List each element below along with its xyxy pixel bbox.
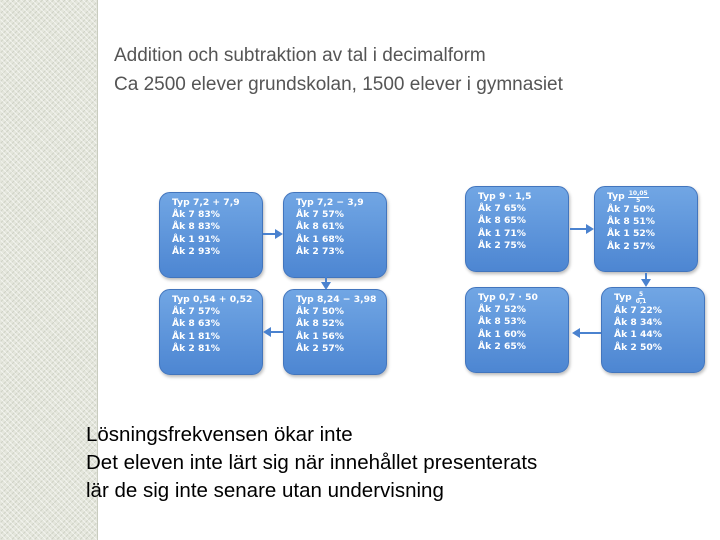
box-row: Åk 2 57%	[607, 240, 656, 252]
box-row: Åk 8 52%	[296, 318, 345, 330]
box-row: Åk 1 71%	[478, 227, 527, 239]
body-line-3: lär de sig inte senare utan undervisning	[86, 479, 444, 502]
box-row: Åk 8 51%	[607, 216, 656, 228]
fraction	[628, 191, 649, 204]
box-row: Åk 7 57%	[172, 306, 221, 318]
fraction-numerator: 10,05	[628, 190, 648, 197]
box-row: Åk 2 93%	[172, 245, 221, 257]
arrow-left-icon	[263, 326, 283, 338]
box-row: Åk 7 50%	[296, 306, 345, 318]
box-row: Åk 2 65%	[478, 340, 527, 352]
box-row: Åk 1 60%	[478, 328, 527, 340]
box-row: Åk 2 75%	[478, 239, 527, 251]
side-pattern	[0, 0, 97, 540]
box-row: Åk 1 44%	[614, 329, 663, 341]
fraction-denominator: 0,1	[635, 298, 647, 305]
box-row: Åk 8 61%	[296, 221, 345, 233]
box-header: Typ 9 · 1,5	[478, 191, 532, 202]
box-row: Åk 7 65%	[478, 203, 527, 215]
box-multiplication-1	[465, 186, 569, 272]
box-header	[614, 292, 704, 305]
box-header: Typ 8,24 − 3,98	[296, 294, 377, 305]
arrow-left-icon	[572, 327, 601, 339]
box-row: Åk 8 34%	[614, 317, 663, 329]
box-row: Åk 2 73%	[296, 245, 345, 257]
box-row: Åk 7 22%	[614, 305, 663, 316]
body-line-1: Lösningsfrekvensen ökar inte	[86, 423, 353, 446]
box-division-1	[594, 186, 698, 272]
fraction-numerator: 5	[638, 291, 644, 298]
fraction-denominator: 5	[636, 197, 641, 204]
box-row: Åk 7 83%	[172, 209, 221, 221]
box-row: Åk 2 57%	[296, 342, 345, 354]
box-row: Åk 8 83%	[172, 221, 221, 233]
box-row: Åk 1 91%	[172, 233, 221, 245]
slide-title	[114, 41, 563, 99]
box-row: Åk 7 52%	[478, 304, 527, 316]
box-header	[607, 191, 697, 204]
box-row: Åk 1 56%	[296, 330, 345, 342]
box-header-label: Typ	[607, 191, 625, 203]
box-addition-1	[159, 192, 263, 278]
box-row: Åk 2 81%	[172, 342, 221, 354]
box-row: Åk 7 50%	[607, 204, 656, 215]
box-header: Typ 0,7 · 50	[478, 292, 538, 303]
fraction	[635, 292, 648, 305]
title-line-2: Ca 2500 elever grundskolan, 1500 elever i gymnasiet	[114, 74, 563, 95]
box-multiplication-2	[465, 287, 569, 373]
box-header-label: Typ	[614, 292, 632, 304]
title-line-1: Addition och subtraktion av tal i decimalform	[114, 45, 486, 66]
arrow-right-icon	[263, 228, 283, 240]
box-division-2	[601, 287, 705, 373]
box-subtraction-2	[283, 289, 387, 375]
box-row: Åk 8 63%	[172, 318, 221, 330]
arrow-down-icon	[640, 273, 652, 287]
box-header: Typ 7,2 − 3,9	[296, 197, 364, 208]
arrow-right-icon	[570, 223, 594, 235]
arrow-down-icon	[320, 277, 332, 290]
box-row: Åk 8 53%	[478, 316, 527, 328]
box-row: Åk 1 68%	[296, 233, 345, 245]
body-line-2: Det eleven inte lärt sig när innehållet presenterats	[86, 451, 538, 474]
box-row: Åk 1 52%	[607, 228, 656, 240]
box-row: Åk 7 57%	[296, 209, 345, 221]
box-row: Åk 1 81%	[172, 330, 221, 342]
box-row: Åk 2 50%	[614, 341, 663, 353]
box-subtraction-1	[283, 192, 387, 278]
box-row: Åk 8 65%	[478, 215, 527, 227]
box-addition-2	[159, 289, 263, 375]
box-header: Typ 0,54 + 0,52	[172, 294, 253, 305]
box-header: Typ 7,2 + 7,9	[172, 197, 240, 208]
body-text	[86, 421, 537, 505]
